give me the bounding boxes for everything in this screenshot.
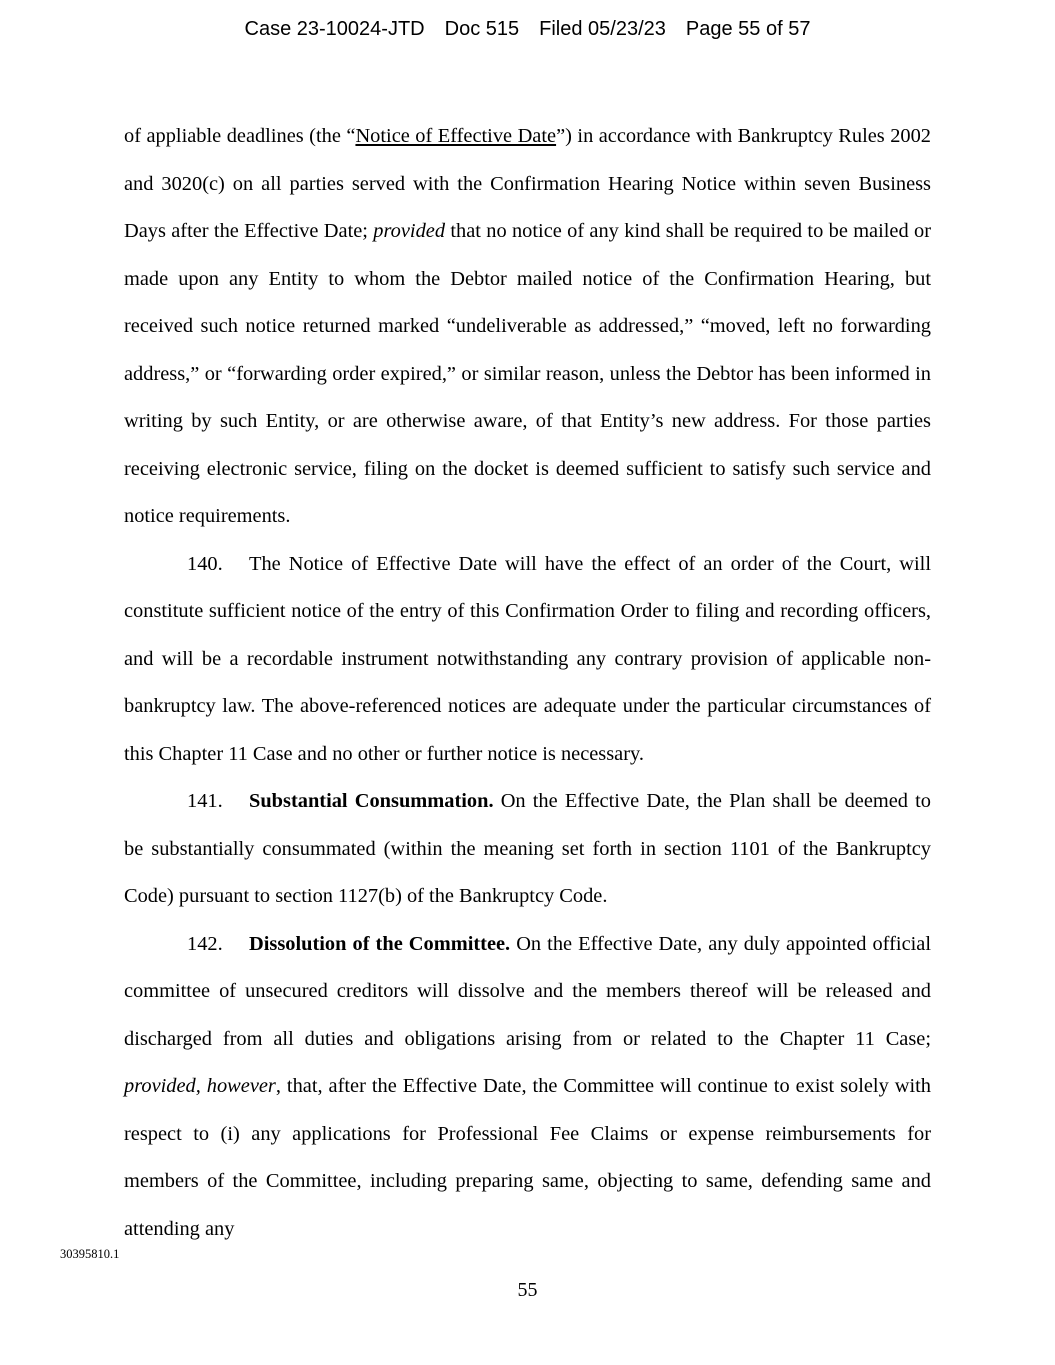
section-heading: Dissolution of the Committee. [249,932,511,955]
paragraph-number: 141. [187,790,223,812]
page-number: 55 [517,1279,538,1301]
paragraph-140: 140. The Notice of Effective Date will have the effect of an order of the Court, will constitute sufficient notice of the entry of this Confirmation Order to filing and recording officers, and will be a recordable instrument notwithstanding any contrary provision of applicable non-bankruptcy law. The above-referenced notices are adequate under the particular circumstances of this Chapter 11 Case and no other or further notice is necessary. [124,541,931,779]
defined-term-notice-of-effective-date: Notice of Effective Date [355,125,557,147]
paragraph-number: 142. [187,932,223,955]
page-of-total: Page 55 of 57 [685,18,811,40]
document-body [124,113,931,1253]
filed-date: Filed 05/23/23 [539,18,666,40]
paragraph-number: 140. [187,552,223,575]
italic-provided: provided [373,220,446,242]
document-id: 30395810.1 [60,1247,120,1261]
paragraph-142: 142. Dissolution of the Committee. On the Effective Date, any duly appointed official committee of unsecured creditors will dissolve and the members thereof will be released and discharged from all duties and obligations arising from or related to the Chapter 11 Case; provided, however, that, after the Effective Date, the Committee will continue to exist solely with respect to (i) any applications for Professional Fee Claims or expense reimbursements for members of the Committee, including preparing same, objecting to same, defending same and attending any [124,921,931,1254]
paragraph-continued: of appliable deadlines (the “Notice of Effective Date”) in accordance with Bankruptcy Rules 2002 and 3020(c) on all parties served with the Confirmation Hearing Notice within seven Business Days after the Effective Date; provided that no notice of any kind shall be required to be mailed or made upon any Entity to whom the Debtor mailed notice of the Confirmation Hearing, but received such notice returned marked “undeliverable as addressed,” “moved, left no forwarding address,” or “forwarding order expired,” or similar reason, unless the Debtor has been informed in writing by such Entity, or are otherwise aware, of that Entity’s new address. For those parties receiving electronic service, filing on the docket is deemed sufficient to satisfy such service and notice requirements. [124,125,931,527]
case-number: Case 23-10024-JTD [244,18,425,40]
case-header [0,18,1055,41]
section-heading: Substantial Consummation. [249,790,494,812]
italic-provided-however: provided, however [124,1075,276,1097]
doc-number: Doc 515 [444,18,520,40]
paragraph-141: 141. Substantial Consummation. On the Effective Date, the Plan shall be deemed to be substantially consummated (within the meaning set forth in section 1101 of the Bankruptcy Code) pursuant to section 1127(b) of the Bankruptcy Code. [124,778,931,921]
